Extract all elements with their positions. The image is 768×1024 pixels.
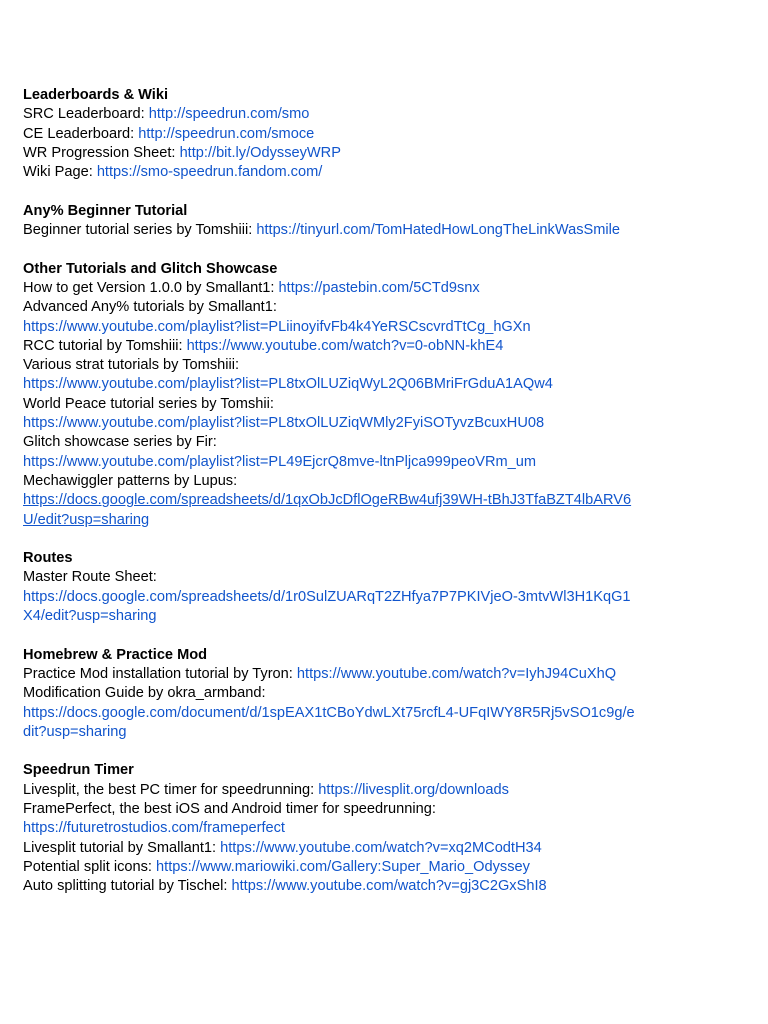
master-route-sheet-link[interactable]: https://docs.google.com/spreadsheets/d/1r0SulZUARqT2ZHfya7P7PKIVjeO-3mtvWl3H1KqG1 [23,588,631,605]
advanced-any-playlist-link[interactable]: https://www.youtube.com/playlist?list=PLiinoyifvFb4k4YeRSCscvrdTtCg_hGXn [23,318,531,335]
item-label: Livesplit tutorial by Smallant1: [23,839,217,856]
item-label: Livesplit, the best PC timer for speedrunning: [23,781,315,798]
section-heading: Speedrun Timer [23,762,134,779]
version-pastebin-link[interactable]: https://pastebin.com/5CTd9snx [278,279,480,296]
section-other-tutorials [23,260,743,530]
src-leaderboard-link[interactable]: http://speedrun.com/smo [148,106,310,123]
list-item [23,105,743,124]
list-item [23,781,743,800]
section-homebrew [23,646,743,742]
list-item [23,877,743,896]
list-item [23,858,743,877]
item-label: FramePerfect, the best iOS and Android timer for speedrunning: [23,800,436,817]
practice-mod-tutorial-link[interactable]: https://www.youtube.com/watch?v=IyhJ94CuXhQ [296,665,617,682]
item-label: Modification Guide by okra_armband: [23,685,266,702]
item-label: Mechawiggler patterns by Lupus: [23,472,238,489]
section-leaderboards [23,86,743,182]
list-item [23,337,743,356]
livesplit-download-link[interactable]: https://livesplit.org/downloads [318,781,509,798]
list-item [23,144,743,163]
split-icons-link[interactable]: https://www.mariowiki.com/Gallery:Super_Mario_Odyssey [156,858,530,875]
item-label: Advanced Any% tutorials by Smallant1: [23,299,277,316]
wr-progression-link[interactable]: http://bit.ly/OdysseyWRP [179,144,341,161]
ce-leaderboard-link[interactable]: http://speedrun.com/smoce [138,125,315,142]
modification-guide-link[interactable]: https://docs.google.com/document/d/1spEAX1tCBoYdwLXt75rcfL4-UFqIWY8R5Rj5vSO1c9g/e [23,704,635,721]
livesplit-tutorial-link[interactable]: https://www.youtube.com/watch?v=xq2MCodtH34 [220,839,542,856]
list-item [23,665,743,684]
item-label: CE Leaderboard: [23,125,135,142]
section-routes [23,549,743,626]
list-item [23,125,743,144]
list-item [23,163,743,182]
section-beginner-tutorial [23,202,743,241]
item-label: Wiki Page: [23,164,93,181]
item-label: WR Progression Sheet: [23,144,176,161]
section-heading: Other Tutorials and Glitch Showcase [23,260,278,277]
item-label: Auto splitting tutorial by Tischel: [23,878,228,895]
item-label: Glitch showcase series by Fir: [23,434,217,451]
document-page [23,86,743,896]
modification-guide-link-cont[interactable]: dit?usp=sharing [23,723,127,740]
list-item [23,839,743,858]
section-speedrun-timer [23,761,743,896]
list-item [23,279,743,298]
item-label: SRC Leaderboard: [23,106,145,123]
item-label: Various strat tutorials by Tomshiii: [23,357,240,374]
mechawiggler-sheet-link[interactable]: https://docs.google.com/spreadsheets/d/1qxObJcDflOgeRBw4ufj39WH-tBhJ3TfaBZT4lbARV6 [23,492,632,509]
item-label: World Peace tutorial series by Tomshii: [23,395,274,412]
frameperfect-link[interactable]: https://futuretrostudios.com/frameperfect [23,820,285,837]
glitch-showcase-playlist-link[interactable]: https://www.youtube.com/playlist?list=PL49EjcrQ8mve-ltnPljca999peoVRm_um [23,453,537,470]
world-peace-playlist-link[interactable]: https://www.youtube.com/playlist?list=PL8txOlLUZiqWMly2FyiSOTyvzBcuxHU08 [23,415,545,432]
auto-splitting-tutorial-link[interactable]: https://www.youtube.com/watch?v=gj3C2GxShI8 [231,878,547,895]
section-heading: Leaderboards & Wiki [23,87,169,103]
list-item [23,221,743,240]
wiki-page-link[interactable]: https://smo-speedrun.fandom.com/ [96,164,323,181]
item-label: Beginner tutorial series by Tomshiii: [23,222,253,239]
item-label: How to get Version 1.0.0 by Smallant1: [23,279,275,296]
section-heading: Homebrew & Practice Mod [23,646,208,663]
beginner-tutorial-link[interactable]: https://tinyurl.com/TomHatedHowLongTheLinkWasSmile [256,222,620,239]
rcc-tutorial-link[interactable]: https://www.youtube.com/watch?v=0-obNN-khE4 [186,337,504,354]
section-heading: Routes [23,550,73,567]
item-label: Practice Mod installation tutorial by Tyron: [23,665,293,682]
strat-tutorials-playlist-link[interactable]: https://www.youtube.com/playlist?list=PL8txOlLUZiqWyL2Q06BMriFrGduA1AQw4 [23,376,553,393]
item-label: RCC tutorial by Tomshiii: [23,337,183,354]
section-heading: Any% Beginner Tutorial [23,202,188,219]
mechawiggler-sheet-link-cont[interactable]: U/edit?usp=sharing [23,511,150,528]
master-route-sheet-link-cont[interactable]: X4/edit?usp=sharing [23,608,157,625]
item-label: Potential split icons: [23,858,152,875]
item-label: Master Route Sheet: [23,569,157,586]
